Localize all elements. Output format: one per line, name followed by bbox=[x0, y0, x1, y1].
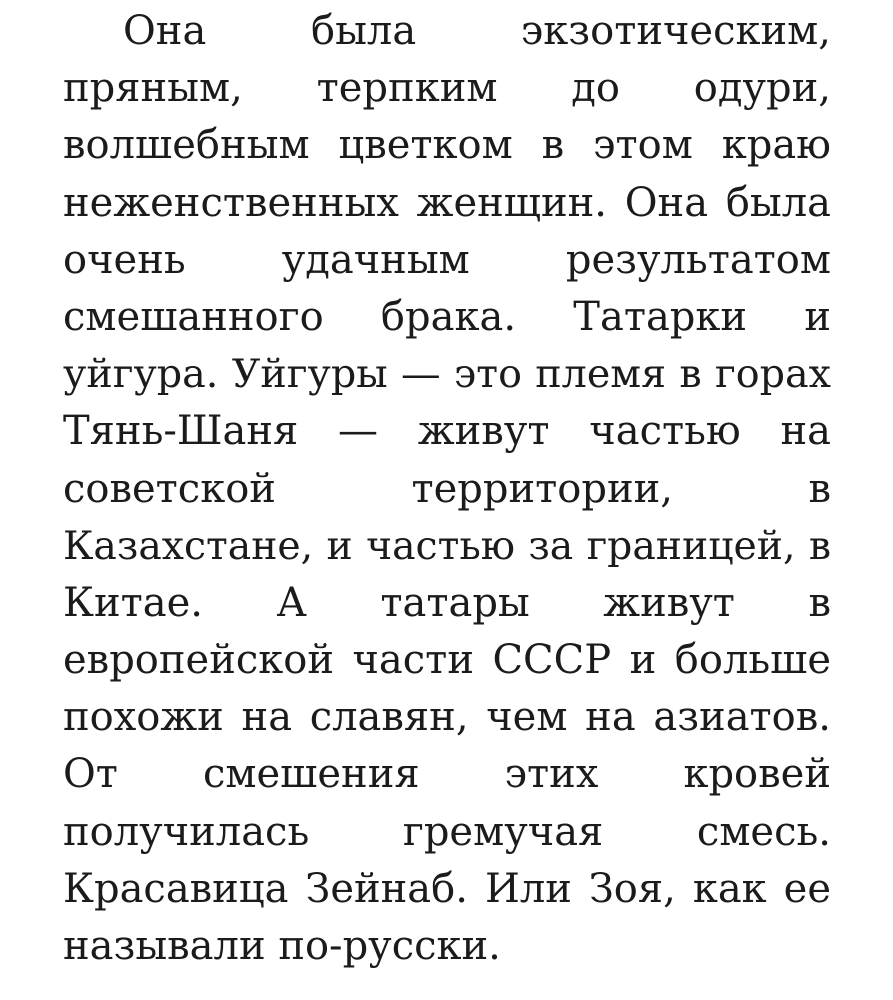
text-line-10: Казахстане, и частью за границей, в bbox=[63, 522, 831, 569]
text-line-2: пряным, терпким до одури, bbox=[63, 65, 831, 112]
text-line-3: волшебным цветком в этом краю bbox=[63, 122, 831, 169]
text-line-9: советской территории, в bbox=[63, 465, 831, 512]
text-line-13: похожи на славян, чем на азиатов. bbox=[63, 694, 831, 741]
reader-page bbox=[63, 0, 831, 1000]
text-line-12: европейской части СССР и больше bbox=[63, 637, 831, 684]
text-line-17: называли по-русски. bbox=[63, 923, 501, 969]
text-line-15: получилась гремучая смесь. bbox=[63, 808, 831, 855]
text-line-6: смешанного брака. Татарки и bbox=[63, 293, 831, 340]
paragraph bbox=[63, 3, 831, 975]
text-line-16: Красавица Зейнаб. Или Зоя, как ее bbox=[63, 865, 831, 912]
text-line-8: Тянь-Шаня — живут частью на bbox=[63, 408, 831, 455]
text-line-7: уйгура. Уйгуры — это племя в горах bbox=[63, 351, 831, 398]
text-line-11: Китае. А татары живут в bbox=[63, 579, 831, 626]
text-line-14: От смешения этих кровей bbox=[63, 751, 831, 798]
text-line-4: неженственных женщин. Она была bbox=[63, 179, 831, 226]
text-line-1: Она была экзотическим, bbox=[123, 8, 831, 54]
text-line-5: очень удачным результатом bbox=[63, 236, 831, 283]
